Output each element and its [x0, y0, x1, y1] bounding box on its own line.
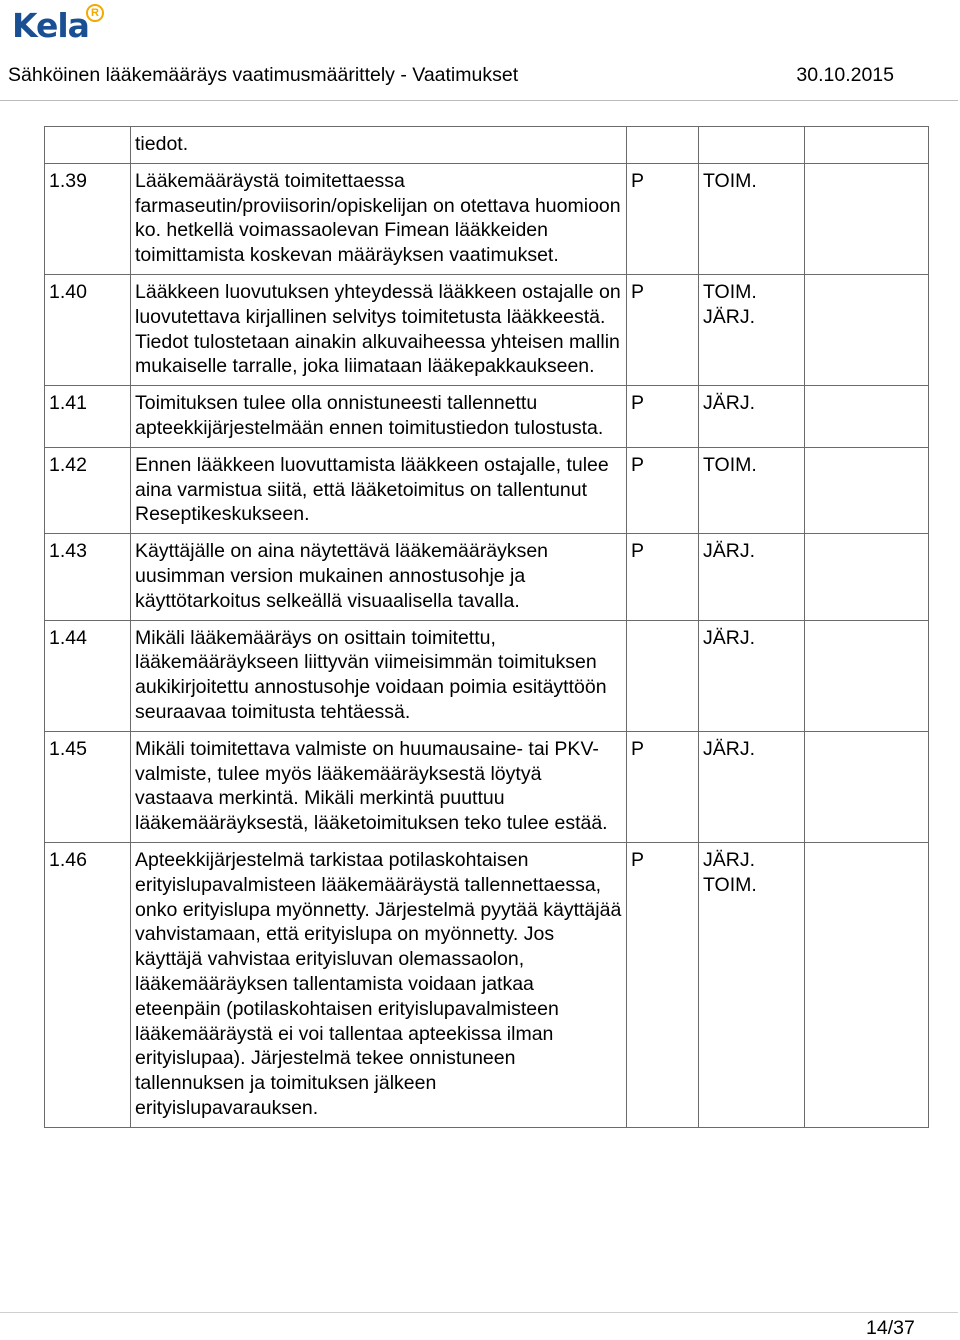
document-header — [8, 62, 894, 88]
table-row — [45, 386, 929, 448]
requirement-id-cell — [45, 127, 131, 164]
responsible-cell: JÄRJ. — [699, 386, 805, 448]
requirement-text-cell: Lääkemääräystä toimitettaessa farmaseutin/proviisorin/opiskelijan on otettava huomioon ko. hetkellä voimassaolevan Fimean lääkkeiden toimittamista koskevan määräyksen vaatimukset. — [131, 163, 627, 274]
requirement-id-cell: 1.42 — [45, 447, 131, 533]
requirement-id-cell: 1.39 — [45, 163, 131, 274]
table-row — [45, 447, 929, 533]
table-row — [45, 127, 929, 164]
requirement-id-cell: 1.46 — [45, 842, 131, 1127]
requirements-table-body — [45, 127, 929, 1128]
footer-divider — [0, 1312, 958, 1313]
table-row — [45, 163, 929, 274]
responsible-cell: JÄRJ. — [699, 534, 805, 620]
notes-cell — [805, 127, 929, 164]
notes-cell — [805, 163, 929, 274]
priority-cell: P — [627, 842, 699, 1127]
notes-cell — [805, 274, 929, 385]
logo-text: Kela — [12, 6, 89, 45]
table-row — [45, 842, 929, 1127]
requirement-text-cell: Mikäli toimitettava valmiste on huumausaine- tai PKV-valmiste, tulee myös lääkemääräyksestä löytyä vastaava merkintä. Mikäli merkintä puuttuu lääkemääräyksestä, lääketoimituksen teko tulee estää. — [131, 731, 627, 842]
priority-cell — [627, 127, 699, 164]
responsible-cell: TOIM. JÄRJ. — [699, 274, 805, 385]
notes-cell — [805, 731, 929, 842]
requirement-id-cell: 1.45 — [45, 731, 131, 842]
priority-cell: P — [627, 534, 699, 620]
notes-cell — [805, 620, 929, 731]
registered-mark-icon: R — [86, 4, 104, 22]
responsible-cell: JÄRJ. TOIM. — [699, 842, 805, 1127]
priority-cell: P — [627, 447, 699, 533]
header-divider — [0, 100, 958, 101]
document-date: 30.10.2015 — [796, 64, 894, 86]
requirement-id-cell: 1.43 — [45, 534, 131, 620]
requirement-text-cell: Lääkkeen luovutuksen yhteydessä lääkkeen ostajalle on luovutettava kirjallinen selvitys toimitetusta lääkkeestä. Tiedot tulostetaan ainakin alkuvaiheessa yhteisen mallin mukaiselle tarralle, joka liimataan lääkepakkaukseen. — [131, 274, 627, 385]
table-row — [45, 534, 929, 620]
responsible-cell — [699, 127, 805, 164]
requirement-text-cell: Ennen lääkkeen luovuttamista lääkkeen ostajalle, tulee aina varmistua siitä, että lääketoimitus on tallentunut Reseptikeskukseen. — [131, 447, 627, 533]
requirement-id-cell: 1.40 — [45, 274, 131, 385]
responsible-cell: JÄRJ. — [699, 731, 805, 842]
requirement-text-cell: tiedot. — [131, 127, 627, 164]
table-row — [45, 274, 929, 385]
priority-cell: P — [627, 163, 699, 274]
requirement-text-cell: Apteekkijärjestelmä tarkistaa potilaskohtaisen erityislupavalmisteen lääkemääräystä tallennettaessa, onko erityislupa myönnetty. Järjestelmä pyytää käyttäjää vahvistamaan, että erityislupa on myönnetty. Jos käyttäjä vahvistaa erityisluvan olemassaolon, lääkemääräyksen tallentamista voidaan jatkaa eteenpäin (potilaskohtaisen erityislupavalmisteen lääkemääräystä ei voi tallentaa apteekissa ilman erityislupaa). Järjestelmä tekee onnistuneen tallennuksen ja toimituksen jälkeen erityislupavarauksen. — [131, 842, 627, 1127]
table-row — [45, 620, 929, 731]
responsible-cell: TOIM. — [699, 163, 805, 274]
priority-cell: P — [627, 731, 699, 842]
requirement-id-cell: 1.44 — [45, 620, 131, 731]
requirement-text-cell: Toimituksen tulee olla onnistuneesti tallennettu apteekkijärjestelmään ennen toimitustiedon tulostusta. — [131, 386, 627, 448]
responsible-cell: JÄRJ. — [699, 620, 805, 731]
responsible-cell: TOIM. — [699, 447, 805, 533]
notes-cell — [805, 386, 929, 448]
requirement-text-cell: Käyttäjälle on aina näytettävä lääkemääräyksen uusimman version mukainen annostusohje ja käyttötarkoitus selkeällä visuaalisella tavalla. — [131, 534, 627, 620]
notes-cell — [805, 447, 929, 533]
requirement-id-cell: 1.41 — [45, 386, 131, 448]
requirement-text-cell: Mikäli lääkemääräys on osittain toimitettu, lääkemääräykseen liittyvän viimeisimmän toimituksen aukikirjoitettu annostusohje voidaan poimia esitäyttöön seuraavaa toimitusta tehtäessä. — [131, 620, 627, 731]
priority-cell — [627, 620, 699, 731]
page-number: 14/37 — [866, 1317, 915, 1339]
notes-cell — [805, 534, 929, 620]
priority-cell: P — [627, 274, 699, 385]
requirements-table — [44, 126, 929, 1128]
kela-logo — [12, 4, 112, 48]
document-title: Sähköinen lääkemääräys vaatimusmäärittely - Vaatimukset — [8, 64, 519, 86]
table-row — [45, 731, 929, 842]
notes-cell — [805, 842, 929, 1127]
priority-cell: P — [627, 386, 699, 448]
